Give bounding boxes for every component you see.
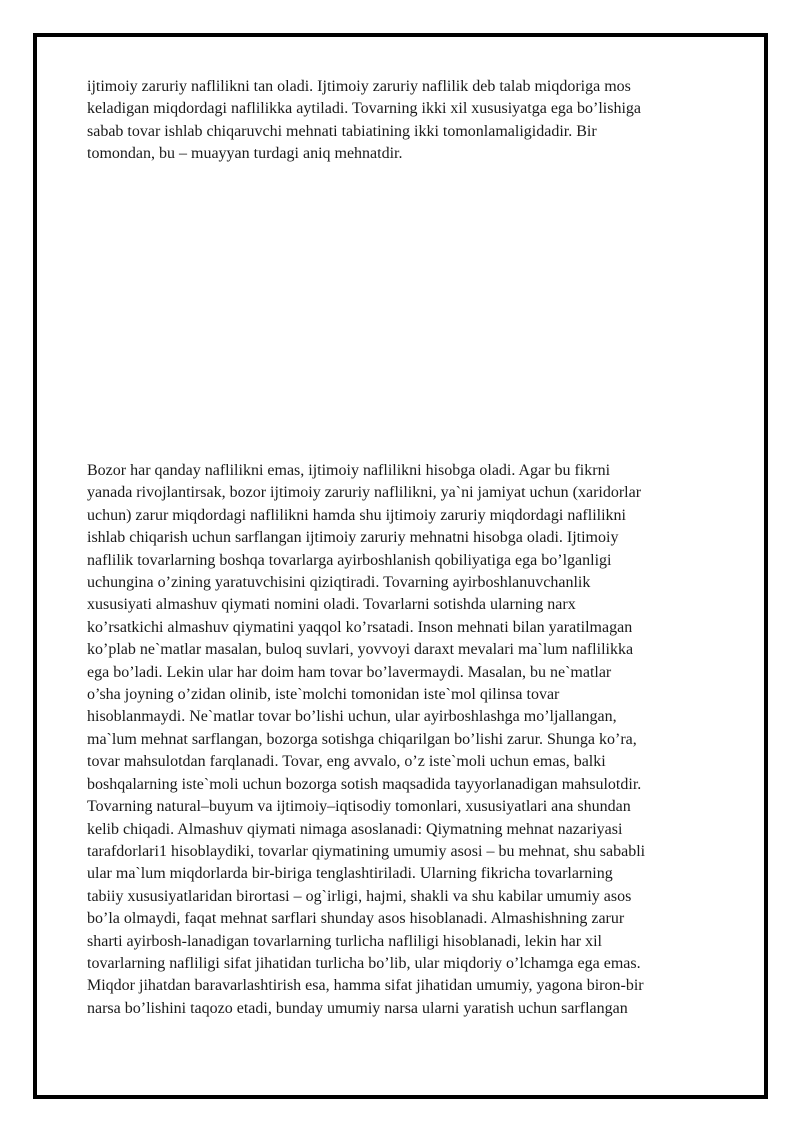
- text-line: tovar mahsulotdan farqlanadi. Tovar, eng avvalo, o’z iste`moli uchun emas, balki: [87, 753, 606, 771]
- text-line: sharti ayirbosh-lanadigan tovarlarning turlicha nafliligi hisoblanadi, lekin har xil: [87, 932, 602, 950]
- text-line: ular ma`lum miqdorlarda bir-biriga tenglashtiriladi. Ularning fikricha tovarlarning: [87, 865, 613, 883]
- page-border: [33, 33, 768, 1099]
- text-line: o’sha joyning o’zidan olinib, iste`molchi tomonidan iste`mol qilinsa tovar: [87, 686, 560, 704]
- text-line: Bozor har qanday naflilikni emas, ijtimoiy naflilikni hisobga oladi. Agar bu fikrni: [87, 462, 611, 479]
- text-line: sabab tovar ishlab chiqaruvchi mehnati tabiatining ikki tomonlamaligidadir. Bir: [87, 122, 597, 140]
- text-line: xususiyati almashuv qiymati nomini oladi. Tovarlarni sotishda ularning narx: [87, 596, 576, 614]
- text-line: ko’rsatkichi almashuv qiymatini yaqqol ko’rsatadi. Inson mehnati bilan yaratilmagan: [87, 618, 633, 636]
- text-line: uchungina o’zining yaratuvchisini qiziqtiradi. Tovarning ayirboshlanuvchanlik: [87, 574, 591, 592]
- text-line: keladigan miqdordagi naflilikka aytiladi. Tovarning ikki xil xususiyatga ega bo’lishiga: [87, 100, 642, 118]
- text-line: uchun) zarur miqdordagi naflilikni hamda shu ijtimoiy zaruriy miqdordagi naflilikni: [87, 506, 626, 524]
- text-line: tovarlarning nafliligi sifat jihatidan turlicha bo’lib, ular miqdoriy o’lchamga ega emas.: [87, 954, 641, 972]
- text-line: bo’la olmaydi, faqat mehnat sarflari shunday asos hisoblanadi. Almashishning zarur: [87, 910, 625, 928]
- text-line: ega bo’ladi. Lekin ular har doim ham tovar bo’lavermaydi. Masalan, bu ne`matlar: [87, 663, 612, 681]
- text-line: Tovarning natural–buyum va ijtimoiy–iqtisodiy tomonlari, xususiyatlari ana shundan: [87, 798, 631, 816]
- text-line: naflilik tovarlarning boshqa tovarlarga ayirboshlanish qobiliyatiga ega bo’lganligi: [87, 551, 612, 569]
- text-line: yanada rivojlantirsak, bozor ijtimoiy zaruriy naflilikni, ya`ni jamiyat uchun (xaridorlar: [87, 484, 642, 502]
- text-line: ma`lum mehnat sarflangan, bozorga sotishga chiqarilgan bo’lishi zarur. Shunga ko’ra,: [87, 730, 637, 748]
- text-line: Miqdor jihatdan baravarlashtirish esa, hamma sifat jihatidan umumiy, yagona biron-bir: [87, 977, 644, 995]
- text-line: tomondan, bu – muayyan turdagi aniq mehnatdir.: [87, 145, 403, 163]
- text-line: ishlab chiqarish uchun sarflangan ijtimoiy zaruriy mehnatni hisobga oladi. Ijtimoiy: [87, 529, 619, 547]
- text-line: tarafdorlari1 hisoblaydiki, tovarlar qiymatining umumiy asosi – bu mehnat, shu sababli: [87, 842, 646, 860]
- paragraph-1: [87, 76, 747, 166]
- text-line: tabiiy xususiyatlaridan birortasi – og`irligi, hajmi, shakli va shu kabilar umumiy asos: [87, 887, 632, 905]
- text-line: narsa bo’lishini taqozo etadi, bunday umumiy narsa ularni yaratish uchun sarflangan: [87, 999, 628, 1017]
- text-line: boshqalarning iste`moli uchun bozorga sotish maqsadida tayyorlanadigan mahsulotdir.: [87, 775, 642, 793]
- text-line: hisoblanmaydi. Ne`matlar tovar bo’lishi uchun, ular ayirboshlashga mo’ljallangan,: [87, 708, 617, 726]
- paragraph-2: [87, 460, 747, 1020]
- text-line: ko’plab ne`matlar masalan, buloq suvlari, yovvoyi daraxt mevalari ma`lum naflilikka: [87, 641, 634, 659]
- text-line: ijtimoiy zaruriy naflilikni tan oladi. Ijtimoiy zaruriy naflilik deb talab miqdoriga mos: [87, 78, 631, 95]
- text-line: kelib chiqadi. Almashuv qiymati nimaga asoslanadi: Qiymatning mehnat nazariyasi: [87, 820, 623, 838]
